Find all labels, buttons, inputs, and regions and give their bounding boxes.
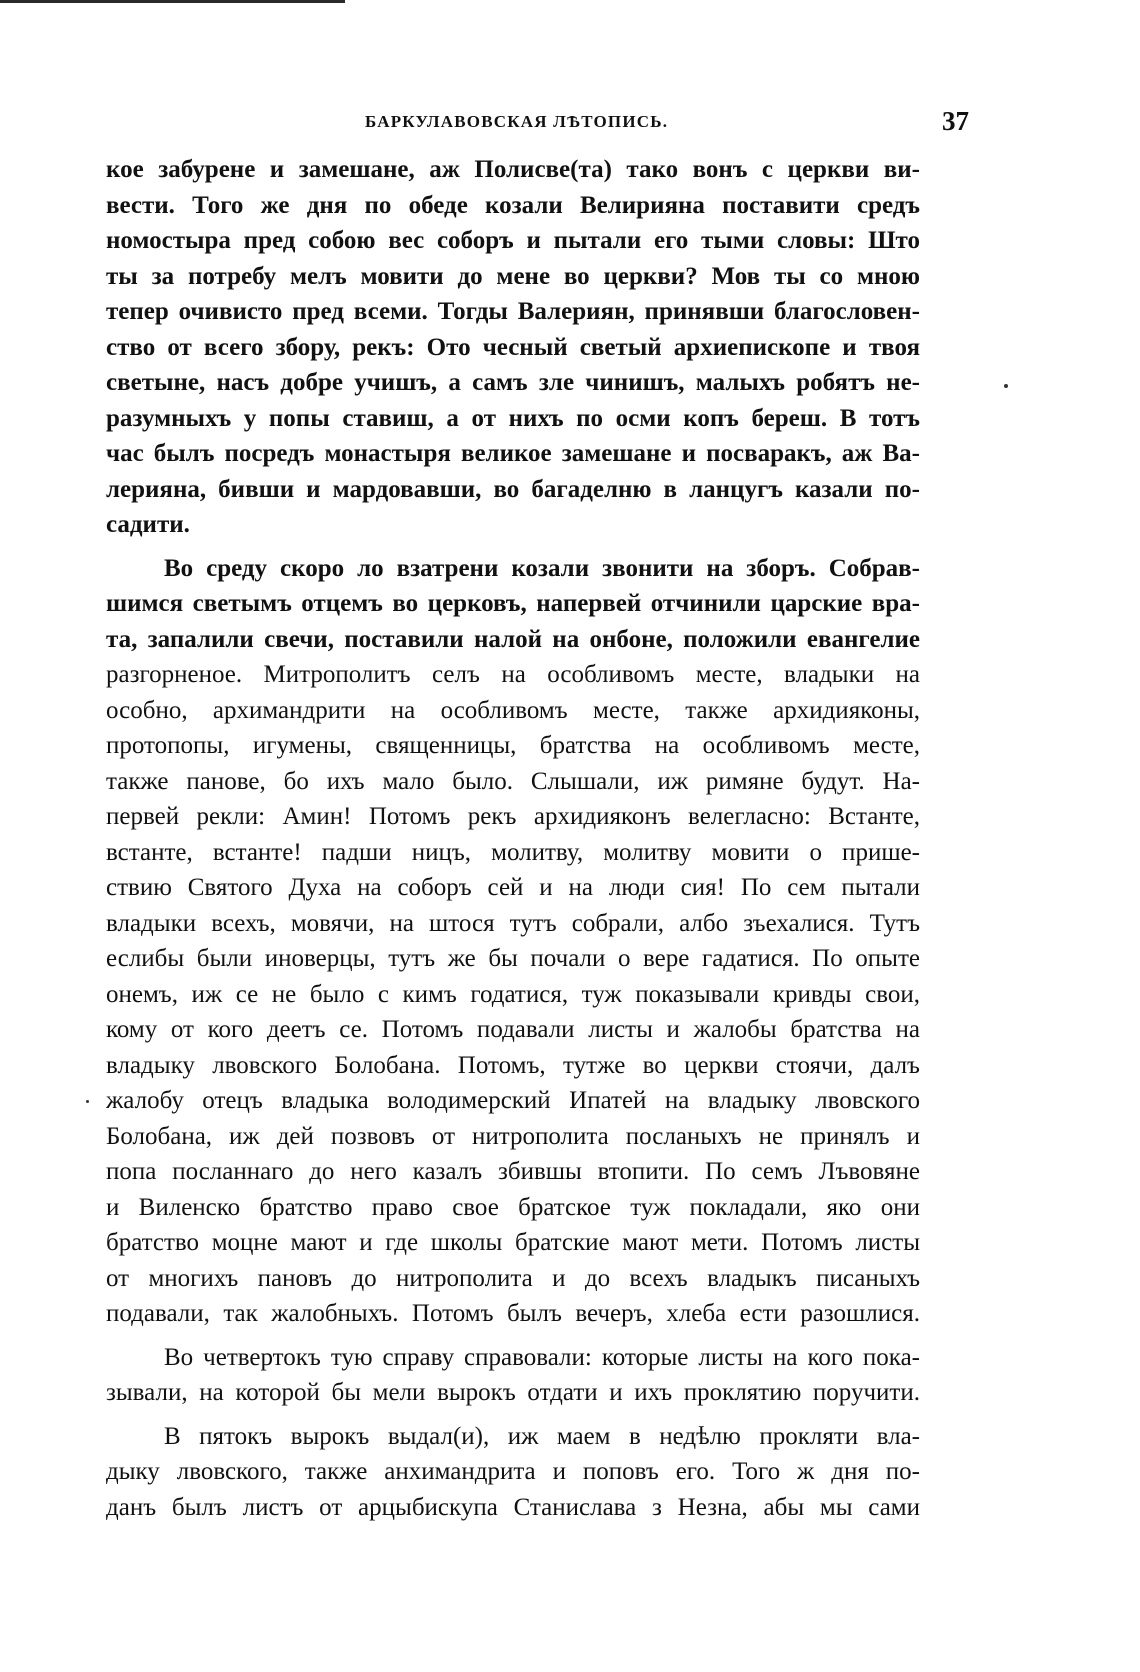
text-line: еслибы были иноверцы, тутъ же бы почали о вере гадатися. По опыте [106,945,920,972]
text-line: онемъ, иж се не было с кимъ годатися, туж показывали кривды свои, [106,980,920,1008]
text-line: данъ былъ листъ от арцыбискупа Станислава з Незна, абы мы сами [106,1493,920,1521]
running-title: БАРКУЛАВОВСКАЯ ЛѢТОПИСЬ. [365,112,669,131]
text-line: зывали, на которой бы мели вырокъ отдати и ихъ проклятию поручити. [106,1379,920,1406]
text-line: владыки всехъ, мовячи, на штося тутъ собрали, албо зъехалися. Тутъ [106,909,920,937]
margin-mark [86,1100,89,1103]
text-line: садити. [106,511,190,538]
text-line: лерияна, бивши и мардовавши, во багаделню в ланцугъ казали по- [106,475,920,503]
text-line: кое забурене и замешане, аж Полисве(та) тако вонъ с церкви ви- [106,156,920,183]
text-line: шимся светымъ отцемъ во церковъ, напервей отчинили царские вра- [106,590,920,617]
running-head [0,106,1140,140]
text-line: от многихъ пановъ до нитрополита и до всехъ владыкъ писаныхъ [106,1264,920,1292]
text-line: Болобана, иж дей позвовъ от нитрополита посланыхъ не принялъ и [106,1122,920,1150]
text-line: вести. Того же дня по обеде козали Велирияна поставити средъ [106,191,920,219]
top-rule [0,0,345,3]
text-line: Во четвертокъ тую справу справовали: которые листы на кого пока- [164,1343,920,1371]
text-line: разумныхъ у попы ставиш, а от нихъ по осми копъ береш. В тотъ [106,404,920,432]
text-line: номостыра пред собою вес соборъ и пытали его тыми словы: Што [106,227,920,254]
paragraph-3 [106,1340,920,1411]
text-line: та, запалили свечи, поставили налой на онбоне, положили евангелие [106,625,920,653]
text-line: и Виленско братство право свое братское туж покладали, яко они [106,1193,920,1221]
page-number: 37 [942,106,969,136]
text-line: дыку лвовского, также анхимандрита и поповъ его. Того ж дня по- [106,1458,920,1485]
text-line: протопопы, игумены, священницы, братства на особливомъ месте, [106,732,920,759]
text-line: тепер очивисто пред всеми. Тогды Валериян, принявши благословен- [106,298,920,325]
text-line: ствию Святого Духа на соборъ сей и на люди сия! По сем пытали [106,874,920,901]
text-line: попа посланнаго до него казалъ збившы втопити. По семъ Лъвовяне [106,1158,920,1185]
text-line: светыне, насъ добре учишъ, а самъ зле чинишъ, малыхъ робятъ не- [106,369,920,396]
text-line: подавали, так жалобныхъ. Потомъ былъ вечеръ, хлеба ести разошлися. [106,1300,920,1327]
text-line: ство от всего збору, рекъ: Ото чесный светый архиепископе и твоя [106,333,920,361]
text-body [106,152,920,1533]
text-line: встанте, встанте! падши ницъ, молитву, молитву мовити о прише- [106,838,920,866]
text-line: первей рекли: Амин! Потомъ рекъ архидияконъ велегласно: Встанте, [106,803,920,830]
text-line: ты за потребу мелъ мовити до мене во церкви? Мов ты со мною [106,262,920,290]
text-line: также панове, бо ихъ мало было. Слышали, иж римяне будут. На- [106,767,920,795]
text-line: братство моцне мают и где школы братские мают мети. Потомъ листы [106,1229,920,1256]
text-line: разгорненое. Митрополитъ селъ на особливомъ месте, владыки на [106,661,920,688]
paragraph-4 [106,1419,920,1526]
text-line: особно, архимандрити на особливомъ месте, также архидияконы, [106,696,920,724]
margin-mark [1004,384,1008,388]
text-line: Во среду скоро ло взатрени козали звонити на зборъ. Собрав- [164,554,920,582]
text-line: жалобу отецъ владыка володимерский Ипатей на владыку лвовского [106,1087,920,1114]
text-line: кому от кого деетъ се. Потомъ подавали листы и жалобы братства на [106,1016,920,1043]
text-line: час былъ посредъ монастыря великое замешане и посваракъ, аж Ва- [106,440,920,467]
text-line: владыку лвовского Болобана. Потомъ, тутже во церкви стоячи, далъ [106,1051,920,1079]
paragraph-1 [106,152,920,543]
text-line: В пятокъ вырокъ выдал(и), иж маем в недѣлю прокляти вла- [164,1422,920,1450]
paragraph-2 [106,551,920,1332]
